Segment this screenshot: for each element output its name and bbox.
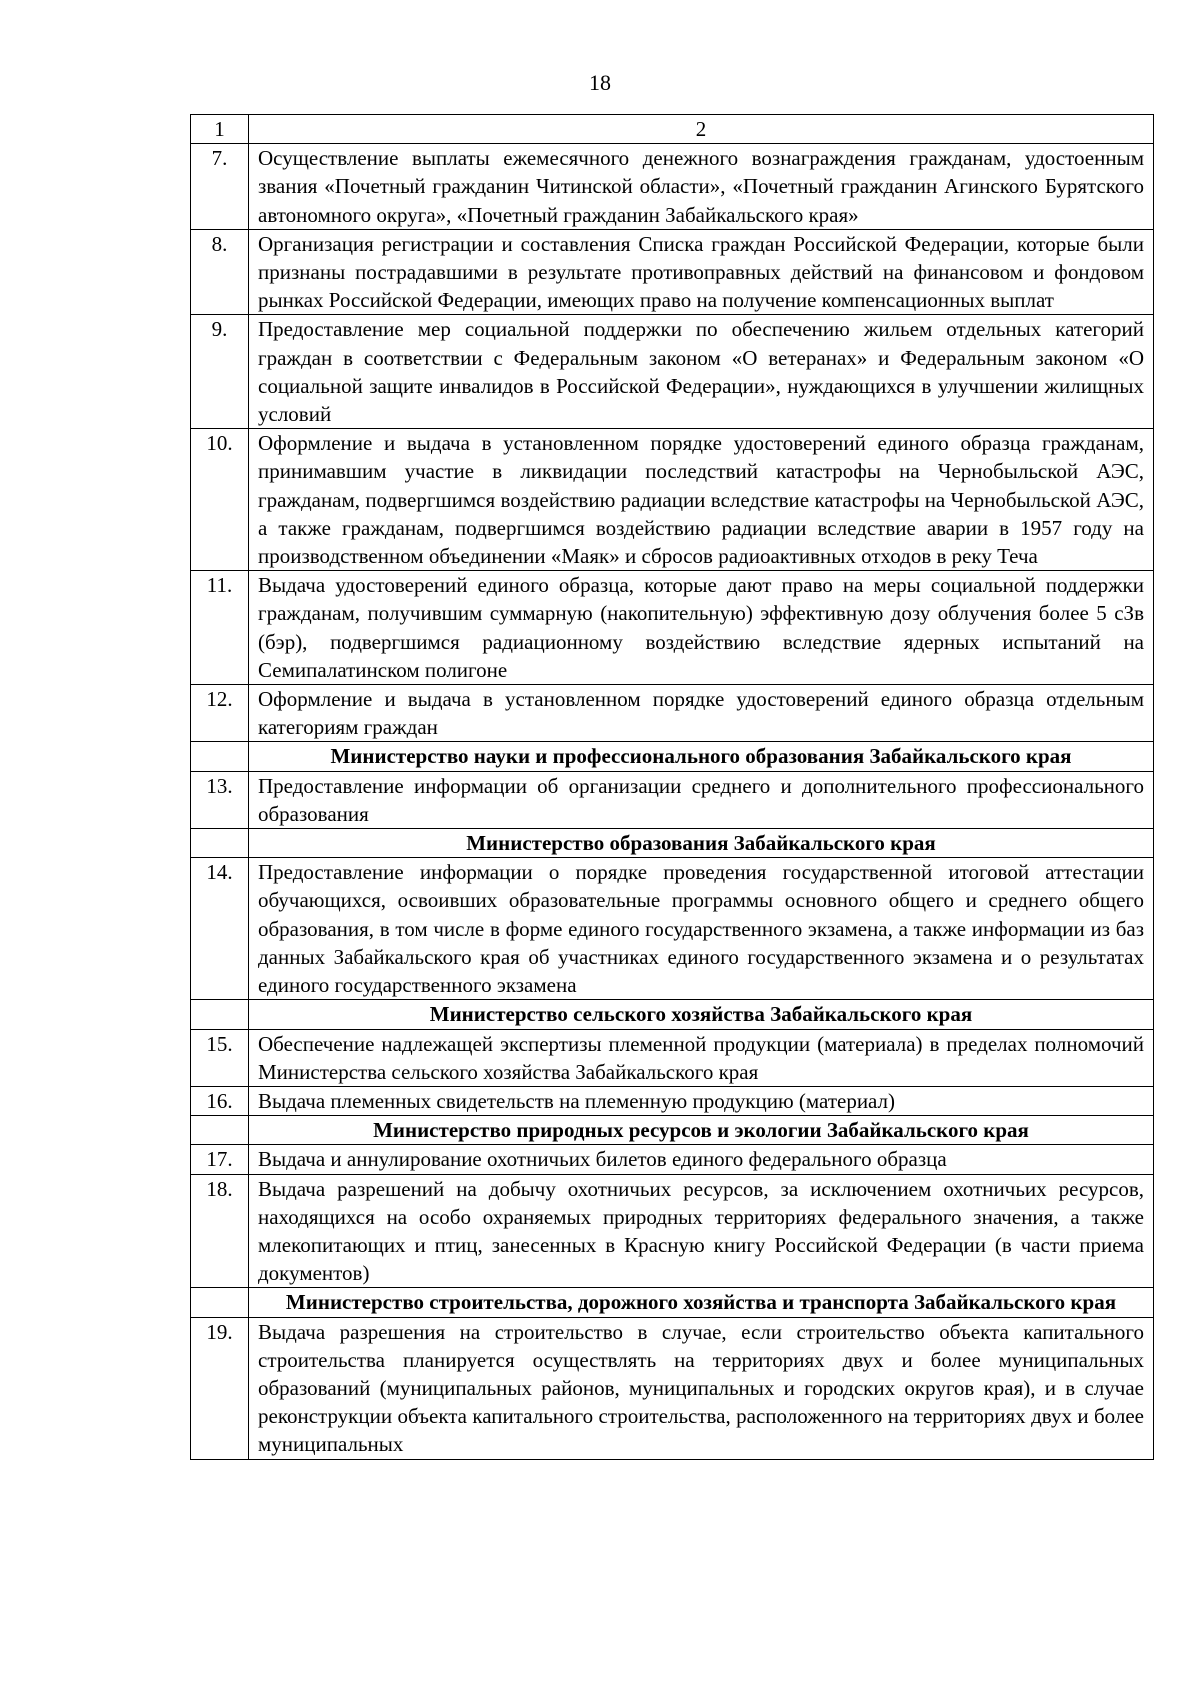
row-number: 7. xyxy=(191,144,249,230)
table-row xyxy=(191,1029,1154,1086)
service-description: Осуществление выплаты ежемесячного денежного вознаграждения гражданам, удостоенным звания «Почетный гражданин Читинской области», «Почетный гражданин Агинского Бурятского автономного округа», «Почетный гражданин Забайкальского края» xyxy=(249,144,1154,230)
table-row xyxy=(191,858,1154,1000)
section-heading-row xyxy=(191,1000,1154,1029)
service-description: Организация регистрации и составления Списка граждан Российской Федерации, которые были признаны пострадавшими в результате противоправных действий на финансовом и фондовом рынках Российской Федерации, имеющих право на получение компенсационных выплат xyxy=(249,229,1154,315)
row-number xyxy=(191,1000,249,1029)
column-header-name: 2 xyxy=(249,115,1154,144)
row-number xyxy=(191,1116,249,1145)
ministry-heading: Министерство природных ресурсов и экологии Забайкальского края xyxy=(249,1116,1154,1145)
row-number: 13. xyxy=(191,771,249,828)
services-table xyxy=(190,114,1154,1460)
section-heading-row xyxy=(191,829,1154,858)
page-number: 18 xyxy=(589,70,611,95)
service-description: Выдача удостоверений единого образца, которые дают право на меры социальной поддержки гражданам, получившим суммарную (накопительную) эффективную дозу облучения более 5 сЗв (бэр), подвергшимся радиационному воздействию вследствие ядерных испытаний на Семипалатинском полигоне xyxy=(249,571,1154,685)
ministry-heading: Министерство образования Забайкальского края xyxy=(249,829,1154,858)
section-heading-row xyxy=(191,742,1154,771)
table-row xyxy=(191,685,1154,742)
table-body xyxy=(191,115,1154,1460)
row-number xyxy=(191,1288,249,1317)
service-description: Предоставление информации об организации среднего и дополнительного профессионального образования xyxy=(249,771,1154,828)
row-number: 16. xyxy=(191,1086,249,1115)
table-row xyxy=(191,229,1154,315)
row-number xyxy=(191,742,249,771)
service-description: Выдача разрешения на строительство в случае, если строительство объекта капитального строительства планируется осуществлять на территориях двух и более муниципальных образований (муниципальных районов, муниципальных и городских округов края), и в случае реконструкции объекта капитального строительства, расположенного на территориях двух и более муниципальных xyxy=(249,1317,1154,1459)
service-description: Оформление и выдача в установленном порядке удостоверений единого образца отдельным категориям граждан xyxy=(249,685,1154,742)
row-number xyxy=(191,829,249,858)
row-number: 19. xyxy=(191,1317,249,1459)
service-description: Выдача и аннулирование охотничьих билетов единого федерального образца xyxy=(249,1145,1154,1174)
row-number: 11. xyxy=(191,571,249,685)
row-number: 18. xyxy=(191,1174,249,1288)
service-description: Обеспечение надлежащей экспертизы племенной продукции (материала) в пределах полномочий Министерства сельского хозяйства Забайкальского края xyxy=(249,1029,1154,1086)
table-column-header-row xyxy=(191,115,1154,144)
table-row xyxy=(191,571,1154,685)
table-row xyxy=(191,1317,1154,1459)
section-heading-row xyxy=(191,1116,1154,1145)
table-row xyxy=(191,771,1154,828)
row-number: 14. xyxy=(191,858,249,1000)
table-row xyxy=(191,1145,1154,1174)
table-row xyxy=(191,144,1154,230)
ministry-heading: Министерство строительства, дорожного хозяйства и транспорта Забайкальского края xyxy=(249,1288,1154,1317)
ministry-heading: Министерство науки и профессионального образования Забайкальского края xyxy=(249,742,1154,771)
row-number: 15. xyxy=(191,1029,249,1086)
row-number: 9. xyxy=(191,315,249,429)
row-number: 8. xyxy=(191,229,249,315)
service-description: Выдача разрешений на добычу охотничьих ресурсов, за исключением охотничьих ресурсов, находящихся на особо охраняемых природных территориях федерального значения, а также млекопитающих и птиц, занесенных в Красную книгу Российской Федерации (в части приема документов) xyxy=(249,1174,1154,1288)
row-number: 10. xyxy=(191,429,249,571)
table-row xyxy=(191,315,1154,429)
service-description: Предоставление информации о порядке проведения государственной итоговой аттестации обучающихся, освоивших образовательные программы основного общего и среднего общего образования, в том числе в форме единого государственного экзамена, а также информации из баз данных Забайкальского края об участниках единого государственного экзамена и о результатах единого государственного экзамена xyxy=(249,858,1154,1000)
table-row xyxy=(191,1174,1154,1288)
row-number: 12. xyxy=(191,685,249,742)
service-description: Предоставление мер социальной поддержки по обеспечению жильем отдельных категорий граждан в соответствии с Федеральным законом «О ветеранах» и Федеральным законом «О социальной защите инвалидов в Российской Федерации», нуждающихся в улучшении жилищных условий xyxy=(249,315,1154,429)
table-row xyxy=(191,1086,1154,1115)
table-row xyxy=(191,429,1154,571)
service-description: Оформление и выдача в установленном порядке удостоверений единого образца гражданам, принимавшим участие в ликвидации последствий катастрофы на Чернобыльской АЭС, гражданам, подвергшимся воздействию радиации вследствие катастрофы на Чернобыльской АЭС, а также гражданам, подвергшимся воздействию радиации вследствие аварии в 1957 году на производственном объединении «Маяк» и сбросов радиоактивных отходов в реку Теча xyxy=(249,429,1154,571)
column-header-number: 1 xyxy=(191,115,249,144)
section-heading-row xyxy=(191,1288,1154,1317)
row-number: 17. xyxy=(191,1145,249,1174)
service-description: Выдача племенных свидетельств на племенную продукцию (материал) xyxy=(249,1086,1154,1115)
ministry-heading: Министерство сельского хозяйства Забайкальского края xyxy=(249,1000,1154,1029)
